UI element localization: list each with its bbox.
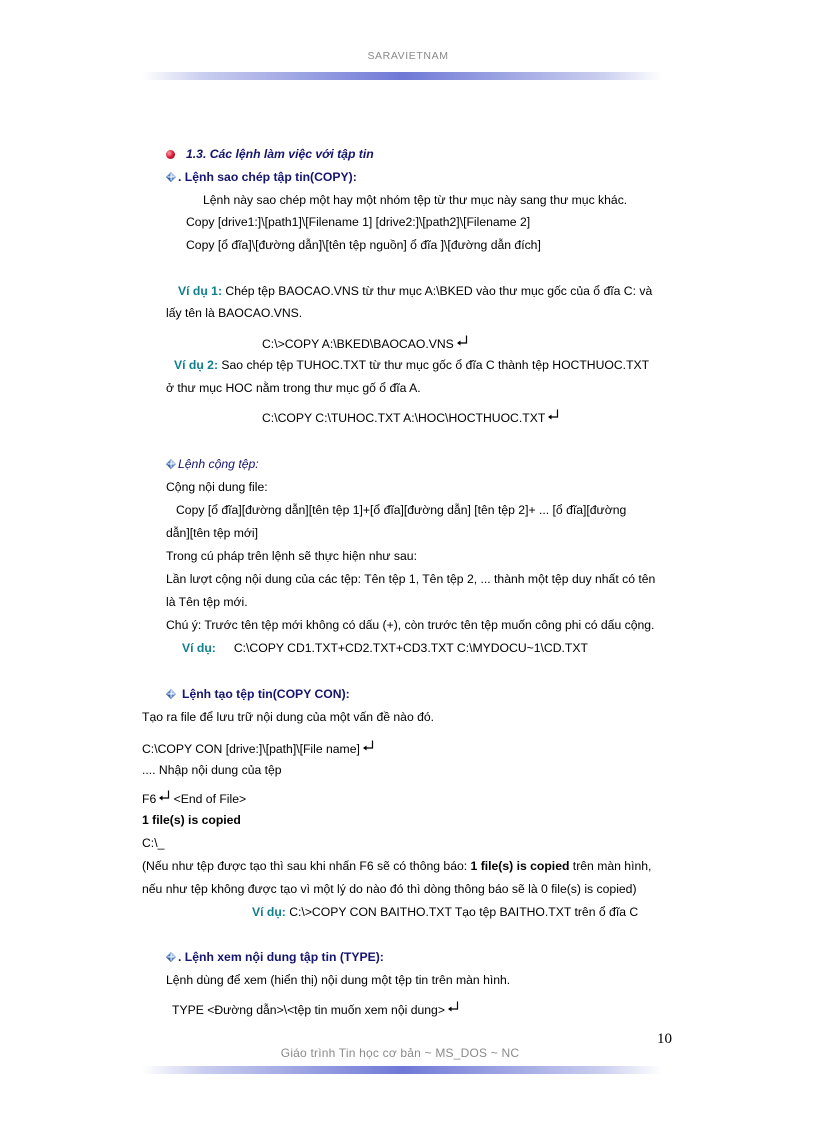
copycon-syntax bbox=[142, 740, 374, 757]
example-label: Ví dụ 1: bbox=[178, 284, 223, 298]
enter-key-icon bbox=[362, 740, 374, 752]
concat-heading bbox=[166, 457, 259, 472]
page-header: SARAVIETNAM bbox=[367, 50, 449, 62]
type-description: Lệnh dùng để xem (hiển thị) nội dung một tệp tin trên màn hình. bbox=[166, 973, 511, 987]
enter-key-icon bbox=[447, 1001, 459, 1013]
diamond-bullet-icon bbox=[166, 172, 176, 182]
concat-heading-text: Lệnh cộng tệp: bbox=[178, 457, 259, 471]
example-label: Ví dụ: bbox=[252, 905, 286, 919]
note-bold-text: 1 file(s) is copied bbox=[470, 859, 570, 873]
concat-example bbox=[182, 641, 588, 656]
header-divider bbox=[142, 72, 662, 80]
example-label: Ví dụ: bbox=[182, 641, 216, 655]
enter-key-icon bbox=[158, 790, 170, 802]
copy-heading-text: . Lệnh sao chép tập tin(COPY): bbox=[178, 170, 357, 184]
command-text: C:\COPY CD1.TXT+CD2.TXT+CD3.TXT C:\MYDOCU~1\CD.TXT bbox=[233, 641, 588, 655]
concat-syntax: Copy [ổ đĩa][đường dẫn][tên tệp 1]+[ổ đĩa][đường dẫn] [tên tệp 2]+ ... [ổ đĩa][đường bbox=[176, 503, 627, 517]
example-label: Ví dụ 2: bbox=[174, 358, 219, 372]
command-text: C:\COPY C:\TUHOC.TXT A:\HOC\HOCTHUOC.TXT bbox=[262, 411, 546, 425]
copycon-example bbox=[252, 905, 638, 920]
example-text: C:\>COPY CON BAITHO.TXT Tạo tệp BAITHO.TXT trên ổ đĩa C bbox=[285, 905, 639, 919]
page-number: 10 bbox=[657, 1031, 672, 1047]
command-text: C:\COPY CON [drive:]\[path]\[File name] bbox=[142, 742, 360, 756]
concat-line-4: Trong cú pháp trên lệnh sẽ thực hiện như sau: bbox=[166, 549, 417, 563]
example-text: Chép tệp BAOCAO.VNS từ thư mục A:\BKED vào thư mục gốc của ổ đĩa C: và bbox=[222, 284, 653, 298]
enter-key-icon bbox=[456, 335, 468, 347]
copycon-line-6: C:\_ bbox=[142, 836, 165, 850]
copycon-line-5: 1 file(s) is copied bbox=[142, 813, 241, 827]
copy-example-1-command bbox=[262, 335, 468, 352]
concat-line-5: Lần lượt cộng nội dung của các tệp: Tên tệp 1, Tên tệp 2, ... thành một tệp duy nhất có tên bbox=[166, 572, 656, 586]
copycon-line-4 bbox=[142, 790, 246, 807]
copy-description: Lệnh này sao chép một hay một nhóm tệp từ thư mục này sang thư mục khác. bbox=[203, 193, 628, 207]
example-text: Sao chép tệp TUHOC.TXT từ thư mục gốc ổ đĩa C thành tệp HOCTHUOC.TXT bbox=[218, 358, 650, 372]
section-title: 1.3. Các lệnh làm việc với tập tin bbox=[186, 147, 374, 161]
copycon-heading-text: Lệnh tạo tệp tin(COPY CON): bbox=[182, 687, 350, 701]
concat-syntax-cont: dẫn][tên tệp mới] bbox=[166, 526, 259, 540]
copy-example-2-cont: ở thư mục HOC nằm trong thư mục gố ổ đĩa A. bbox=[166, 381, 421, 395]
copycon-line-1: Tạo ra file để lưu trữ nội dung của một vấn đề nào đó. bbox=[142, 710, 435, 724]
enter-key-icon bbox=[547, 409, 559, 421]
page-footer: Giáo trình Tin học cơ bản ~ MS_DOS ~ NC bbox=[280, 1046, 520, 1060]
copy-syntax-2: Copy [ổ đĩa]\[đường dẫn]\[tên tệp nguồn] ổ đĩa ]\[đường dẫn đích] bbox=[186, 238, 541, 252]
command-text: C:\>COPY A:\BKED\BAOCAO.VNS bbox=[262, 337, 454, 351]
copy-example-1-cont: lấy tên là BAOCAO.VNS. bbox=[166, 306, 303, 320]
copy-syntax-1: Copy [drive1:]\[path1]\[Filename 1] [drive2:]\[path2]\[Filename 2] bbox=[186, 215, 531, 229]
key-text: F6 bbox=[142, 792, 157, 806]
concat-line-1: Cộng nội dung file: bbox=[166, 480, 268, 494]
note-text: trên màn hình, bbox=[569, 859, 652, 873]
copycon-line-3: .... Nhập nội dung của tệp bbox=[142, 763, 282, 777]
diamond-bullet-icon bbox=[166, 459, 176, 469]
copy-heading bbox=[166, 170, 357, 185]
diamond-bullet-icon bbox=[166, 952, 176, 962]
eof-text: <End of File> bbox=[170, 792, 247, 806]
concat-note: Chú ý: Trước tên tệp mới không có dấu (+), còn trước tên tệp muốn công phi có dấu cộng. bbox=[166, 618, 655, 632]
copycon-heading bbox=[166, 687, 350, 702]
footer-divider bbox=[142, 1066, 662, 1074]
diamond-bullet-icon bbox=[166, 689, 176, 699]
copycon-line-8: nếu như tệp không được tạo vì một lý do nào đó thì dòng thông báo sẽ là 0 file(s) is copied) bbox=[142, 882, 637, 896]
copy-example-2-command bbox=[262, 409, 559, 426]
copy-example-2 bbox=[174, 358, 649, 373]
section-bullet-icon bbox=[166, 150, 175, 159]
copy-example-1 bbox=[178, 284, 652, 299]
copycon-line-7 bbox=[142, 859, 651, 874]
concat-line-6: là Tên tệp mới. bbox=[166, 595, 248, 609]
type-heading bbox=[166, 950, 384, 965]
type-heading-text: . Lệnh xem nội dung tập tin (TYPE): bbox=[178, 950, 384, 964]
command-text: TYPE <Đường dẫn>\<tệp tin muốn xem nội dung> bbox=[172, 1003, 445, 1017]
type-syntax bbox=[172, 1001, 459, 1018]
note-text: (Nếu như tệp được tạo thì sau khi nhấn F6 sẽ có thông báo: bbox=[142, 859, 471, 873]
